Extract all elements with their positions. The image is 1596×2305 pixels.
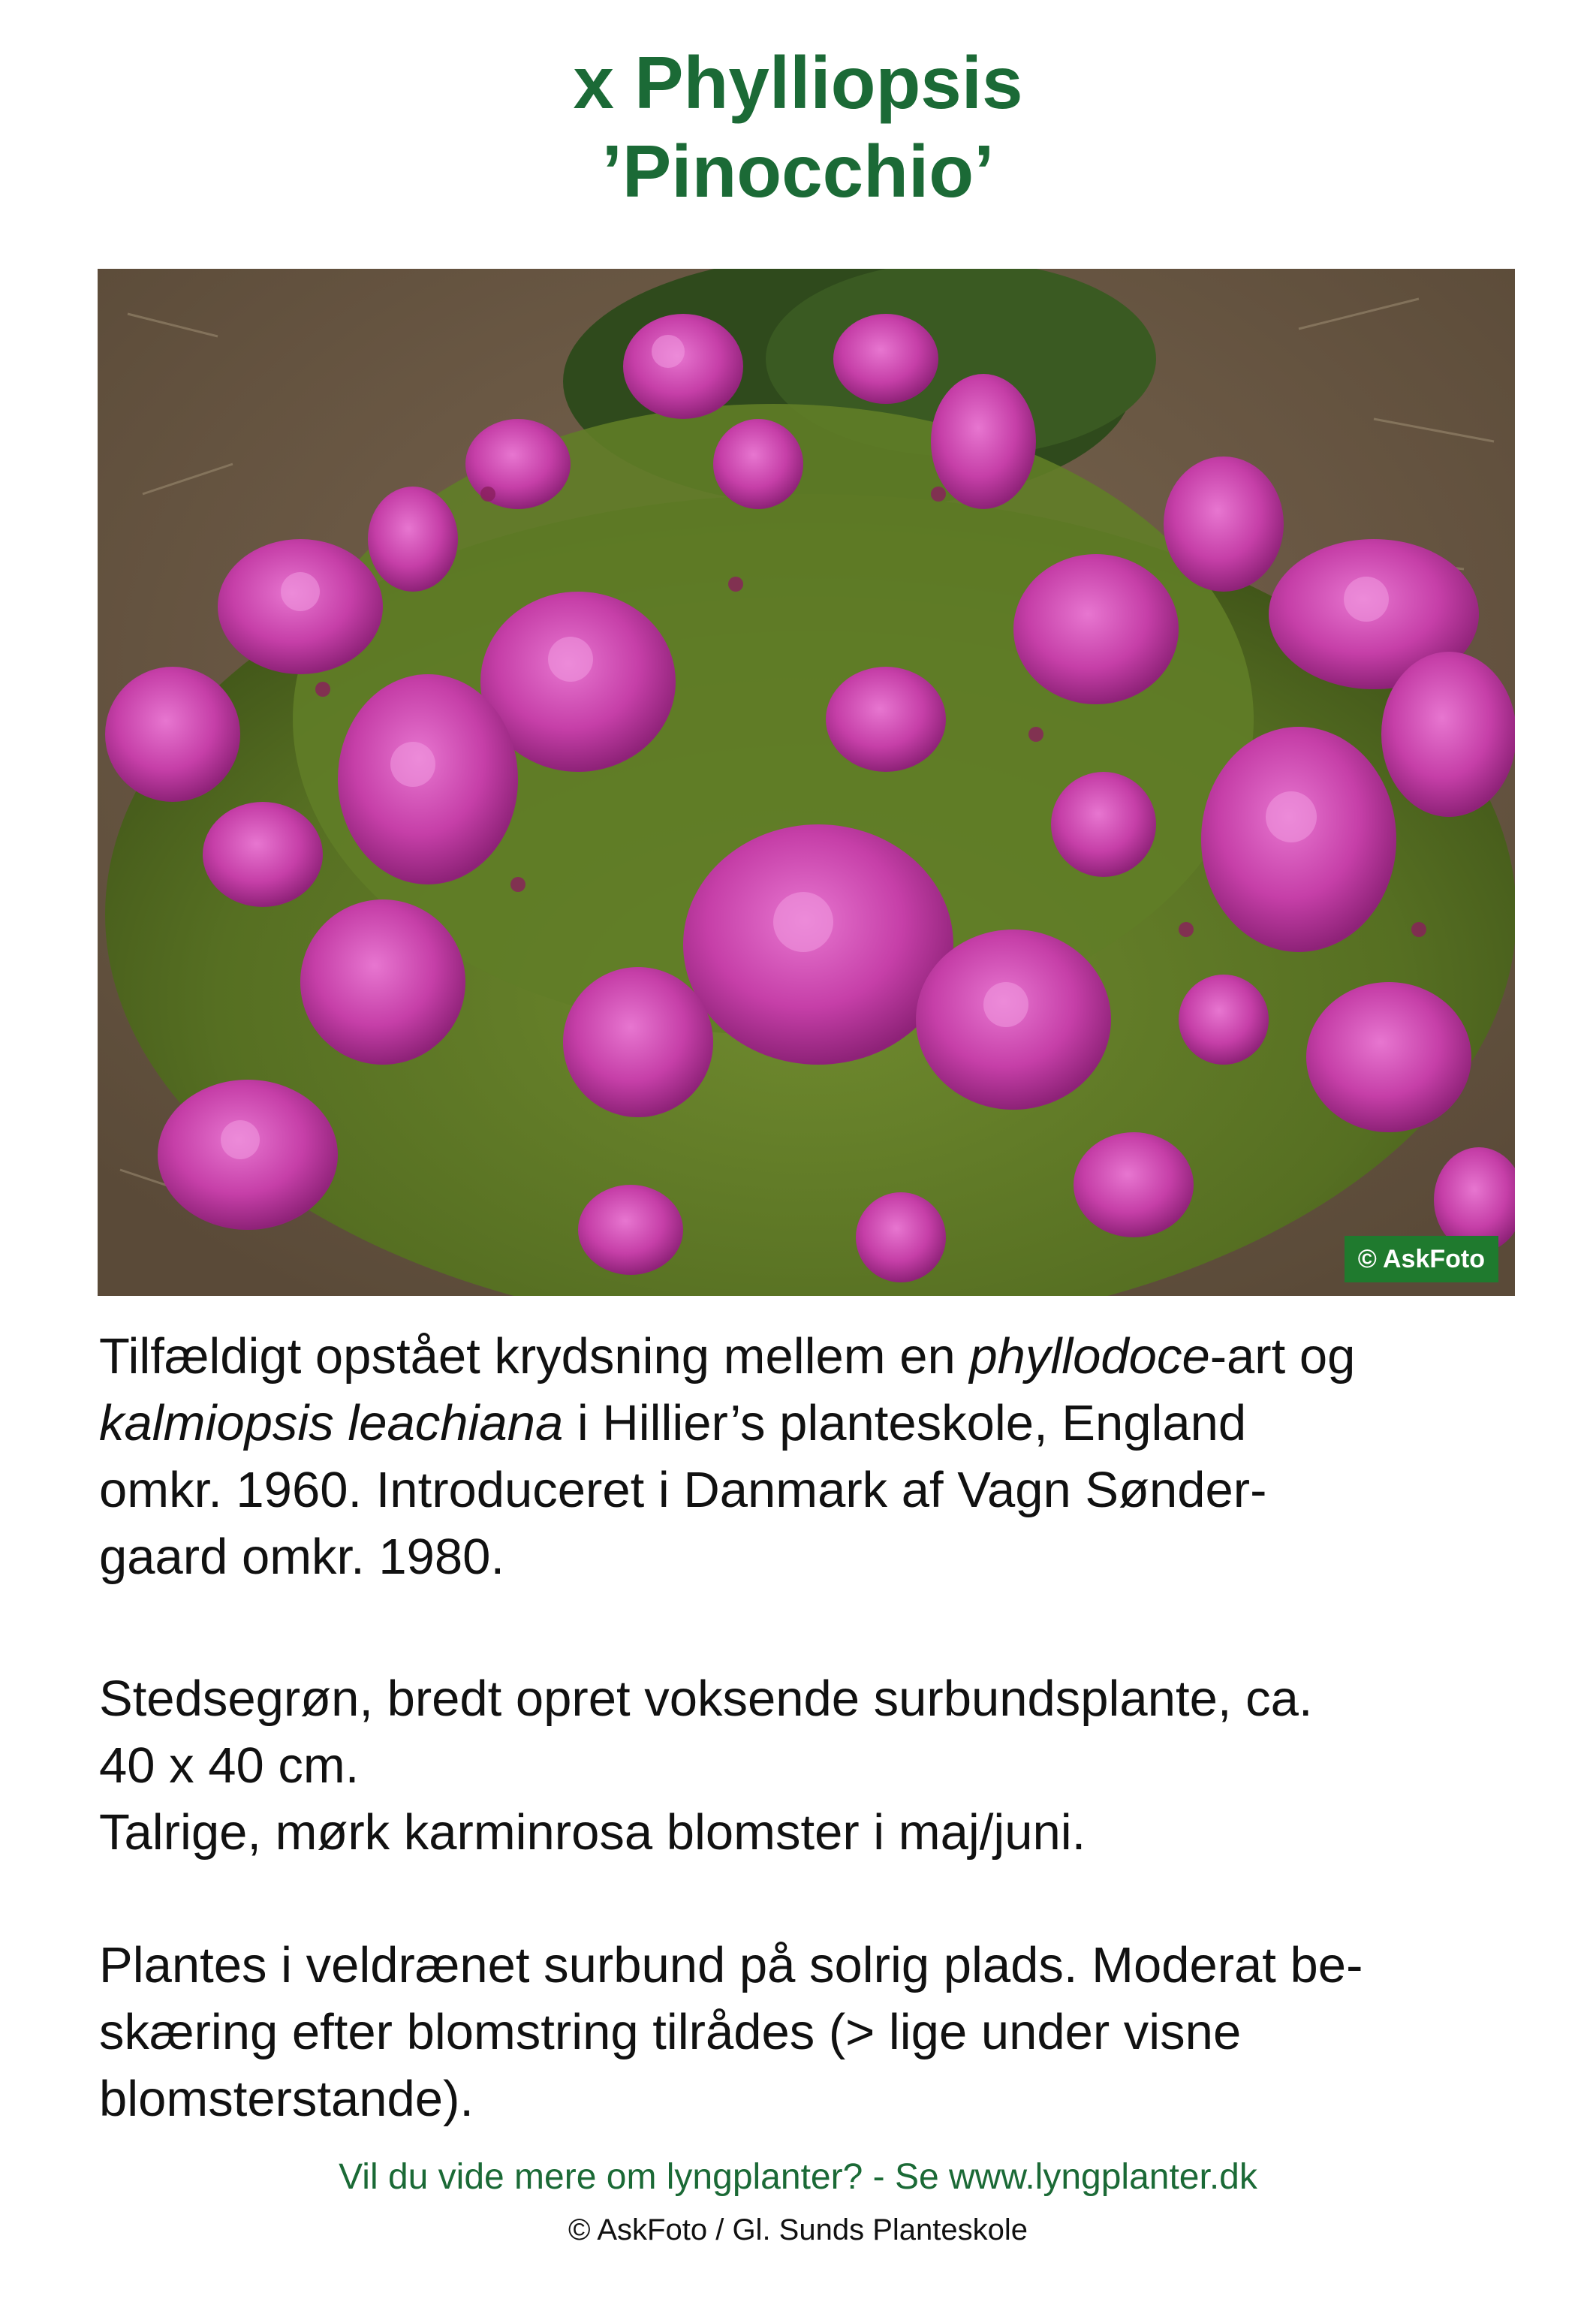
plant-photo: [98, 269, 1515, 1296]
text-line: omkr. 1960. Introduceret i Danmark af Vagn Sønder-: [99, 1462, 1267, 1518]
text-line: [99, 1323, 1518, 1390]
text-line: Plantes i veldrænet surbund på solrig plads. Moderat be-: [99, 1937, 1363, 1993]
text-line: skæring efter blomstring tilrådes (> lige under visne: [99, 2004, 1242, 2060]
plant-name-title: x Phylliopsis: [573, 41, 1023, 124]
text-line: Talrige, mørk karminrosa blomster i maj/juni.: [99, 1804, 1086, 1861]
footer-website-link[interactable]: Vil du vide mere om lyngplanter? - Se www.lyngplanter.dk: [339, 2157, 1257, 2197]
text-fragment: i Hillier’s planteskole, England: [563, 1395, 1247, 1451]
cultivar-name-title: ’Pinocchio’: [601, 130, 995, 212]
italic-species-name: kalmiopsis leachiana: [99, 1395, 564, 1451]
text-line: Stedsegrøn, bredt opret voksende surbundsplante, ca.: [99, 1671, 1313, 1727]
origin-paragraph: [99, 1323, 1518, 1590]
footer-copyright: © AskFoto / Gl. Sunds Planteskole: [568, 2213, 1028, 2246]
text-fragment: -art og: [1209, 1328, 1356, 1385]
italic-species-name: phyllodoce: [969, 1328, 1210, 1385]
growth-paragraph: [99, 1665, 1518, 1866]
text-line: gaard omkr. 1980.: [99, 1529, 505, 1585]
text-line: 40 x 40 cm.: [99, 1737, 360, 1794]
text-line: blomsterstande).: [99, 2071, 474, 2127]
photo-credit-badge: © AskFoto: [1345, 1236, 1498, 1282]
text-line: [99, 1390, 1518, 1457]
care-paragraph: [99, 1932, 1518, 2132]
plant-photo-illustration: [98, 269, 1515, 1296]
text-fragment: Tilfældigt opstået krydsning mellem en: [99, 1328, 970, 1385]
